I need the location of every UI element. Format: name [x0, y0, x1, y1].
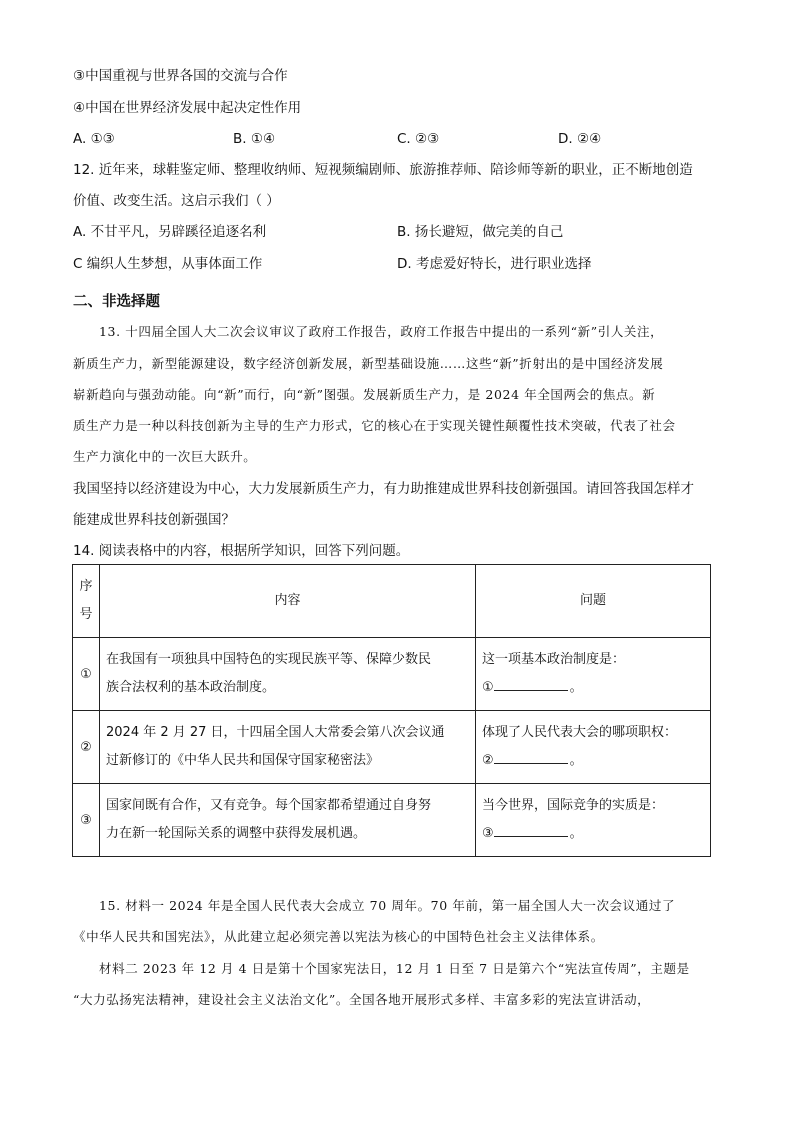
q13-para-line-1: 13. 十四届全国人大二次会议审议了政府工作报告，政府工作报告中提出的一系列“新”引人关注，	[99, 324, 664, 339]
row-content-line: 2024 年 2 月 27 日，十四届全国人大常委会第八次会议通	[106, 725, 445, 740]
row-content	[100, 711, 476, 784]
q12-option-a: A. 不甘平凡，另辟蹊径追逐名利	[73, 224, 267, 240]
q12-stem-line-2: 价值、改变生活。这启示我们（ ）	[73, 193, 280, 209]
q11-option-a: A. ①③	[73, 131, 115, 147]
answer-blank[interactable]	[494, 822, 568, 837]
q11-option-b: B. ①④	[233, 131, 276, 147]
row-content-line: 力在新一轮国际关系的调整中获得发展机遇。	[106, 826, 367, 841]
q12-option-d: D. 考虑爱好特长，进行职业选择	[397, 256, 592, 272]
q15-line-4: “大力弘扬宪法精神，建设社会主义法治文化”。全国各地开展形式多样、丰富多彩的宪法宣讲活动，	[73, 992, 651, 1007]
row-question-line: 体现了人民代表大会的哪项职权：	[482, 725, 678, 740]
blank-end: 。	[569, 680, 583, 695]
table-header-row	[73, 565, 711, 638]
table-row	[73, 711, 711, 784]
answer-blank-line	[482, 674, 704, 702]
blank-number: ②	[482, 753, 494, 768]
q11-option-d: D. ②④	[558, 131, 602, 147]
row-question-line: 当今世界，国际竞争的实质是：	[482, 798, 665, 813]
header-content: 内容	[100, 565, 476, 638]
q13-question-line-1: 我国坚持以经济建设为中心，大力发展新质生产力，有力助推建成世界科技创新强国。请回答我国怎样才	[73, 481, 694, 497]
q11-item-4: ④中国在世界经济发展中起决定性作用	[73, 100, 302, 116]
table-row	[73, 638, 711, 711]
section-heading: 二、非选择题	[73, 294, 160, 310]
q15-line-1: 15. 材料一 2024 年是全国人民代表大会成立 70 周年。70 年前，第一届全国人大一次会议通过了	[99, 898, 676, 913]
row-content-line: 过新修订的《中华人民共和国保守国家秘密法》	[106, 753, 380, 768]
q12-option-b: B. 扬长避短，做完美的自己	[397, 224, 564, 240]
blank-number: ③	[482, 826, 494, 841]
q13-question-line-2: 能建成世界科技创新强国？	[73, 512, 235, 528]
q12-stem-line-1: 12. 近年来，球鞋鉴定师、整理收纳师、短视频编剧师、旅游推荐师、陪诊师等新的职业，正不断地创造	[73, 162, 693, 178]
q13-para-line-5: 生产力演化中的一次巨大跃升。	[73, 449, 257, 464]
header-number	[73, 565, 100, 638]
row-question	[476, 784, 711, 857]
row-content-line: 在我国有一项独具中国特色的实现民族平等、保障少数民	[106, 652, 432, 667]
row-content-line: 族合法权利的基本政治制度。	[106, 680, 276, 695]
blank-end: 。	[569, 826, 583, 841]
answer-blank-line	[482, 820, 704, 848]
blank-end: 。	[569, 753, 583, 768]
row-content	[100, 638, 476, 711]
row-content	[100, 784, 476, 857]
row-question-line: 这一项基本政治制度是：	[482, 652, 626, 667]
header-question: 问题	[476, 565, 711, 638]
row-number: ①	[73, 638, 100, 711]
row-content-line: 国家间既有合作，又有竞争。每个国家都希望通过自身努	[106, 798, 432, 813]
table-row	[73, 784, 711, 857]
row-number: ②	[73, 711, 100, 784]
q14-table	[72, 564, 711, 857]
row-question	[476, 711, 711, 784]
answer-blank[interactable]	[494, 676, 568, 691]
answer-blank-line	[482, 747, 704, 775]
q11-option-c: C. ②③	[397, 131, 440, 147]
q13-para-line-4: 质生产力是一种以科技创新为主导的生产力形式，它的核心在于实现关键性颠覆性技术突破，代表了社会	[73, 418, 676, 433]
q13-para-line-2: 新质生产力，新型能源建设，数字经济创新发展，新型基础设施……这些“新”折射出的是中国经济发展	[73, 356, 664, 371]
q15-line-3: 材料二 2023 年 12 月 4 日是第十个国家宪法日，12 月 1 日至 7 日是第六个“宪法宣传周”，主题是	[99, 961, 690, 976]
answer-blank[interactable]	[494, 749, 568, 764]
header-number-bottom: 号	[79, 607, 93, 622]
row-question	[476, 638, 711, 711]
q13-para-line-3: 崭新趋向与强劲动能。向“新”而行，向“新”图强。发展新质生产力，是 2024 年全国两会的焦点。新	[73, 387, 656, 402]
q12-option-c: C 编织人生梦想，从事体面工作	[73, 256, 263, 272]
q15-line-2: 《中华人民共和国宪法》，从此建立起必须完善以宪法为核心的中国特色社会主义法律体系。	[73, 929, 604, 944]
q11-item-3: ③中国重视与世界各国的交流与合作	[73, 68, 288, 84]
q14-stem: 14. 阅读表格中的内容，根据所学知识，回答下列问题。	[73, 543, 410, 559]
header-number-top: 序	[79, 579, 93, 594]
row-number: ③	[73, 784, 100, 857]
blank-number: ①	[482, 680, 494, 695]
